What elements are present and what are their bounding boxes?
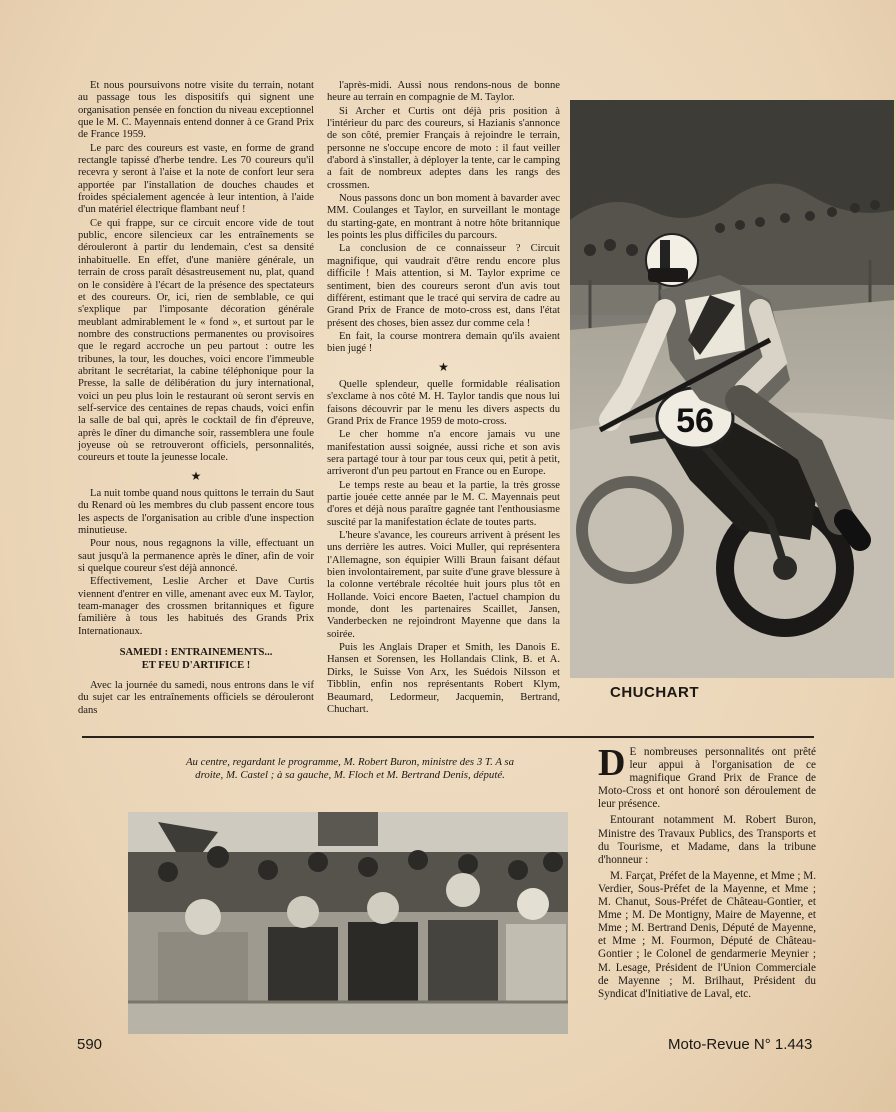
magazine-issue: Moto-Revue N° 1.443: [668, 1036, 813, 1053]
race-number: 56: [676, 402, 714, 440]
paragraph: Entourant notamment M. Robert Buron, Ministre des Travaux Publics, des Transports et du Tourisme, et Madame, dans la tribune d'honneur :: [598, 814, 816, 866]
photo-caption-officials: Au centre, regardant le programme, M. Robert Buron, ministre des 3 T. A sa droite, M. Castel ; à sa gauche, M. Floch et M. Bertrand Denis, député.: [185, 756, 515, 781]
subhead-line-2: ET FEU D'ARTIFICE !: [141, 660, 251, 672]
paragraph: Pour nous, nous regagnons la ville, effectuant un saut jusqu'à la permanence après le dîner, afin de voir si quelque coureur s'est déjà annoncé.: [78, 538, 314, 575]
paragraph: La conclusion de ce connaisseur ? Circuit magnifique, qui vaudrait d'être rendu encore plus difficile ! Mais attention, si M. Taylor exprime ce sentiment, bien des coureurs seront d'un avis tout différent, estimant que le tracé qui servira de cadre au Grand Prix de France de moto-cross est, dans l'état présent des choses, bien assez dur comme cela !: [327, 243, 560, 329]
subhead-line-1: SAMEDI : ENTRAINEMENTS...: [119, 647, 273, 659]
motocross-rider-photo: [570, 100, 894, 678]
rider-illustration: [570, 100, 894, 678]
paragraph: Nous passons donc un bon moment à bavarder avec MM. Coulanges et Taylor, en surveillant le montage du starting-gate, en montrant à notre hôte britannique les points les plus difficiles du parcours.: [327, 193, 560, 242]
officials-tribune-photo: [128, 812, 568, 1034]
paragraph: Le temps reste au beau et la partie, la très grosse partie jouée cette année par le M. C. Mayennais peut d'ores et déjà nous paraître gagnée tant l'enthousiasme suscité par la manifestation éclate de toutes parts.: [327, 479, 560, 528]
article-column-2: [327, 80, 560, 716]
section-subhead: [78, 646, 314, 672]
paragraph: Effectivement, Leslie Archer et Dave Curtis viennent d'entrer en ville, amenant avec eux M. Taylor, team-manager des crossmen britanniques et figure familière à tous les habitués des Grands Prix Internationaux.: [78, 576, 314, 637]
article-column-1: [78, 80, 314, 717]
photo-caption-rider: CHUCHART: [610, 684, 699, 701]
article-column-3: [598, 742, 816, 1001]
paragraph: Puis les Anglais Draper et Smith, les Danois E. Hansen et Sorensen, les Hollandais Clink, B. et A. Dirks, le Suisse Von Arx, les Suédois Nilsson et Tibblin, enfin nos représentants Robert Klym, Beaumard, Ledormeur, Jacquemin, Bertrand, Chuchart.: [327, 642, 560, 715]
paragraph: l'après-midi. Aussi nous rendons-nous de bonne heure au terrain en compagnie de M. Taylor.: [327, 80, 560, 104]
drop-cap: D: [598, 742, 626, 784]
paragraph: Le parc des coureurs est vaste, en forme de grand rectangle tapissé d'herbe tendre. Les 70 coureurs qu'il recevra y seront à l'aise et la note de confort leur sera apportée par l'installation de douches chaudes et froides spécialement agencée à leur intention, à l'aide d'un matériel électrique flambant neuf !: [78, 142, 314, 216]
paragraph: En fait, la course montrera demain qu'ils avaient bien jugé !: [327, 330, 560, 355]
section-star: ★: [438, 359, 449, 374]
section-divider: [82, 736, 814, 738]
paragraph: Avec la journée du samedi, nous entrons dans le vif du sujet car les entraînements officiels se dérouleront dans: [78, 680, 314, 716]
paragraph: Si Archer et Curtis ont déjà pris position à l'intérieur du parc des coureurs, si Hazianis s'annonce de son côté, premier Français à rejoindre le terrain, personne ne s'occupe encore de moto : il faut veiller d'abord à s'installer, à déployer la tente, car le camping a fait de nombreux adeptes dans les rangs des crossmen.: [327, 105, 560, 191]
lead-text: E nombreuses personnalités ont prêté leur appui à l'organisation de ce magnifique Grand Prix de France de Moto-Cross et ont honoré son déroulement de leur présence.: [598, 746, 816, 811]
page-number: 590: [77, 1036, 103, 1053]
paragraph: La nuit tombe quand nous quittons le terrain du Saut du Renard où les membres du club passent encore tous les aspects de l'organisation au crible d'une inspection minutieuse.: [78, 488, 314, 537]
paragraph: L'heure s'avance, les coureurs arrivent à présent les uns derrière les autres. Voici Muller, qui représentera l'Allemagne, son équipier Willi Braun faisant défaut bien involontairement, par suite d'une grave blessure à la colonne vertébrale récoltée huit jours plus tôt en Hollande. Voici encore Baeten, l'actuel champion du monde, dont les partenaires Scaillet, Jansen, Vanderbecken ne rejoindront Mayenne que dans la soirée.: [327, 530, 560, 640]
lead-paragraph: [598, 742, 816, 811]
paragraph: Le cher homme n'a encore jamais vu une manifestation aussi soignée, aussi riche et son avis sera partagé tour à tour par tous ceux qui, petit à petit, arriveront d'un peu partout en France ou en Europe.: [327, 429, 560, 478]
paragraph: Et nous poursuivons notre visite du terrain, notant au passage tous les dispositifs qui signent une organisation pensée en fonction du niveau exceptionnel que le M. C. Mayennais entend donner à ce Grand Prix de France 1959.: [78, 80, 314, 141]
paragraph: Ce qui frappe, sur ce circuit encore vide de tout public, encore silencieux car les entraînements se dérouleront à partir du lendemain, c'est sa densité inhabituelle. En effet, d'une manière générale, un terrain de cross paraît désastreusement nu, plat, quand on le considère à l'écart de la présence des spectateurs et des coureurs. Or, ici, rien de semblable, ce qui s'explique par l'imposante décoration générale meublant admirablement le « fond », et surtout par le nombre des constructions permanentes ou provisoires que le regard accroche un peu partout : outre les tribunes, la tour, les douches, voici encore l'immeuble abritant le secrétariat, la cabine téléphonique pour la Presse, la salle de délibération du jury international, voici un peu plus loin le restaurant où seront servis en self-service des centaines de repas chauds, voici enfin la salle de bal qui, après le cocktail de fin d'épreuve, après le dîner du dimanche soir, rassemblera une foule joyeuse où se retrouveront officiels, personnalités, coureurs et toute la jeunesse locale.: [78, 217, 314, 464]
paragraph: M. Farçat, Préfet de la Mayenne, et Mme ; M. Verdier, Sous-Préfet de la Mayenne, et Mme ; M. Chanut, Sous-Préfet de Château-Gontier, et Mme ; M. De Montigny, Maire de Mayenne, et Mme ; M. Bertrand Denis, Député de Mayenne, et Mme ; M. Fourmon, Député de Château-Gontier ; le Colonel de gendarmerie Meynier ; M. Lesage, Président de l'Union Commerciale de Mayenne ; M. Brilhaut, Président du Syndicat d'Initiative de Laval, etc.: [598, 869, 816, 1000]
section-star: ★: [190, 468, 202, 483]
tribune-illustration: [128, 812, 568, 1034]
paragraph: Quelle splendeur, quelle formidable réalisation s'exclame à nos côté M. H. Taylor tandis que nous lui faisons découvrir par le menu les divers aspects du Grand Prix de France 1959 de moto-cross.: [327, 378, 560, 427]
